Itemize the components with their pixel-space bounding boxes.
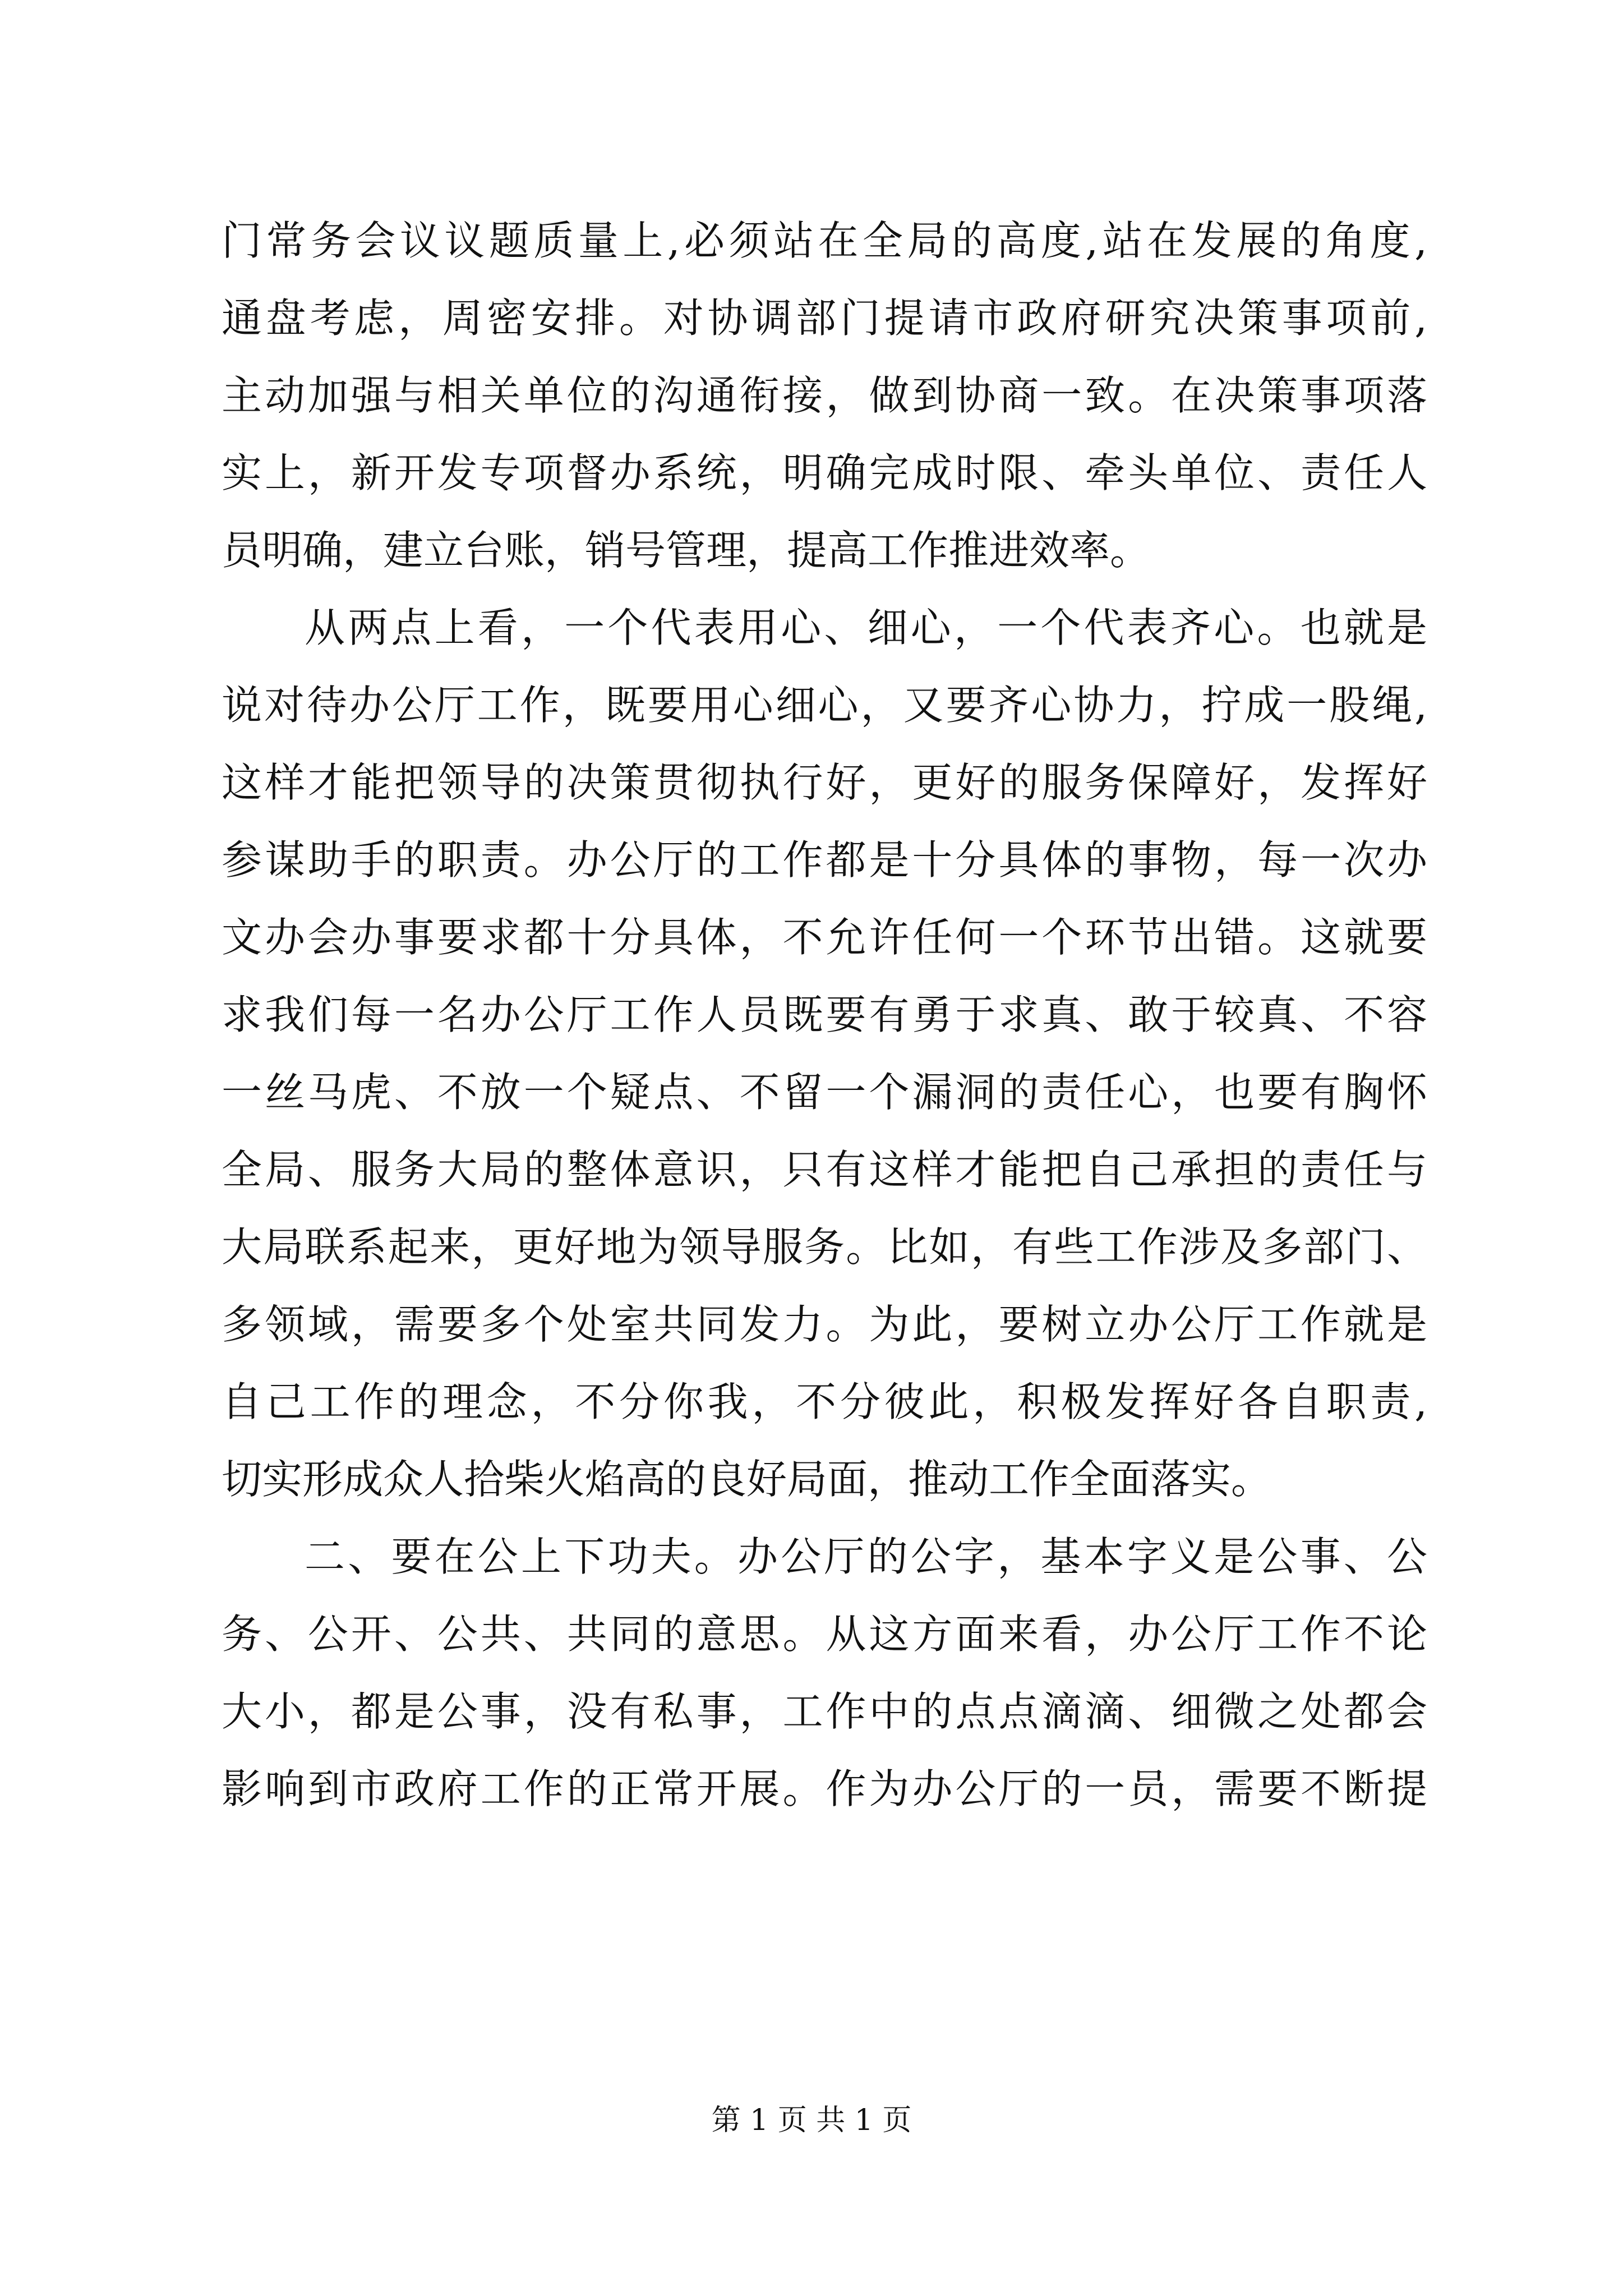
text-line: 全局、服务大局的整体意识，只有这样才能把自己承担的责任与	[222, 1146, 1427, 1193]
text-line: 文办会办事要求都十分具体，不允许任何一个环节出错。这就要	[222, 914, 1427, 961]
text-line: 多领域，需要多个处室共同发力。为此，要树立办公厅工作就是	[222, 1301, 1427, 1348]
text-line: 参谋助手的职责。办公厅的工作都是十分具体的事物，每一次办	[222, 836, 1427, 884]
page-footer	[0, 2101, 1623, 2140]
text-line: 影响到市政府工作的正常开展。作为办公厅的一员，需要不断提	[222, 1765, 1427, 1812]
text-line: 务、公开、公共、共同的意思。从这方面来看，办公厅工作不论	[222, 1611, 1427, 1658]
text-line: 大小，都是公事，没有私事，工作中的点点滴滴、细微之处都会	[222, 1688, 1427, 1735]
text-line: 大局联系起来，更好地为领导服务。比如，有些工作涉及多部门、	[222, 1223, 1427, 1271]
text-line: 求我们每一名办公厅工作人员既要有勇于求真、敢于较真、不容	[222, 991, 1427, 1038]
text-line: 这样才能把领导的决策贯彻执行好，更好的服务保障好，发挥好	[222, 759, 1427, 806]
text-line: 说对待办公厅工作，既要用心细心，又要齐心协力，拧成一股绳,	[222, 682, 1427, 729]
text-line: 实上，新开发专项督办系统，明确完成时限、牵头单位、责任人	[222, 449, 1427, 496]
text-line: 切实形成众人拾柴火焰高的良好局面，推动工作全面落实。	[222, 1456, 1272, 1503]
text-line: 通盘考虑，周密安排。对协调部门提请市政府研究决策事项前,	[222, 295, 1427, 342]
text-line: 一丝马虎、不放一个疑点、不留一个漏洞的责任心，也要有胸怀	[222, 1069, 1427, 1116]
paragraph-first-line: 从两点上看，一个代表用心、细心，一个代表齐心。也就是	[305, 604, 1427, 651]
section-heading-line: 二、要在公上下功夫。办公厅的公字，基本字义是公事、公	[305, 1533, 1427, 1580]
page-number-label: 第 1 页 共 1 页	[711, 2104, 912, 2137]
text-line: 门常务会议议题质量上,必须站在全局的高度,站在发展的角度,	[222, 217, 1427, 264]
text-line: 员明确，建立台账，销号管理，提高工作推进效率。	[222, 527, 1151, 574]
text-line: 主动加强与相关单位的沟通衔接，做到协商一致。在决策事项落	[222, 372, 1427, 419]
text-line: 自己工作的理念，不分你我，不分彼此，积极发挥好各自职责,	[222, 1378, 1427, 1425]
document-body	[222, 202, 1427, 1828]
